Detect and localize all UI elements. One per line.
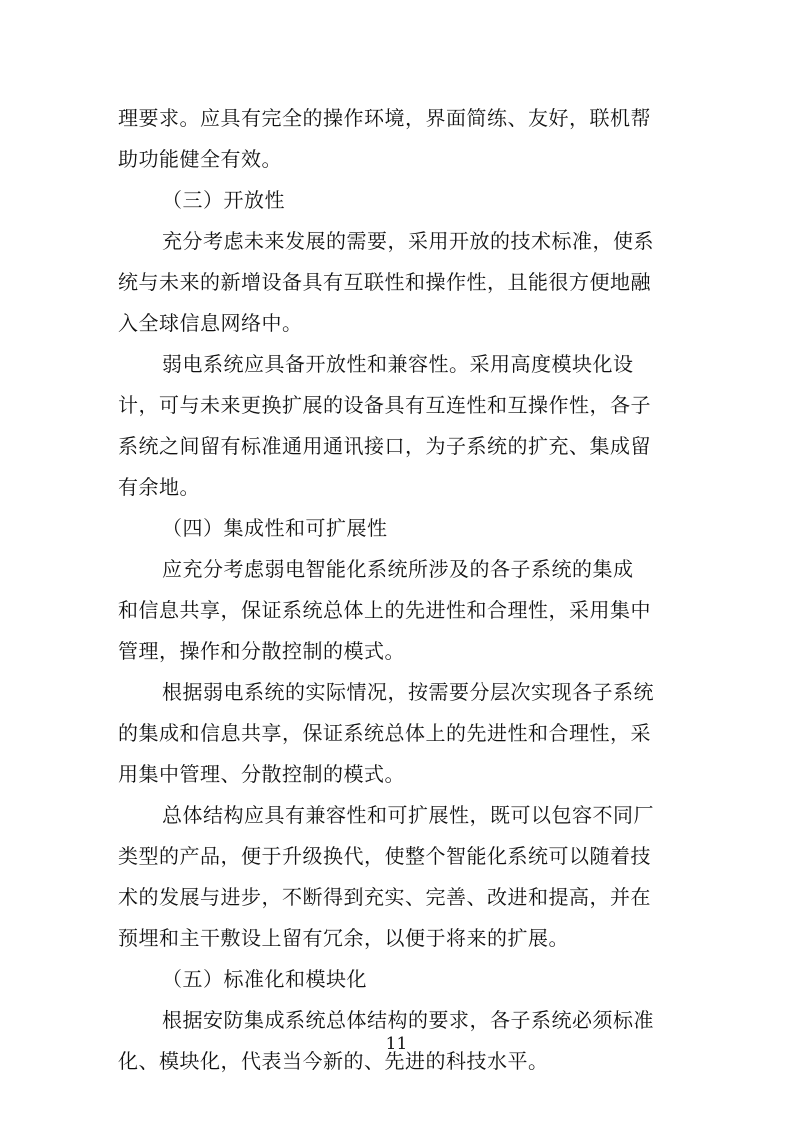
text-line: 用集中管理、分散控制的模式。: [118, 762, 405, 786]
text-line: 根据弱电系统的实际情况，按需要分层次实现各子系统: [162, 680, 654, 704]
text-line: 统与未来的新增设备具有互联性和操作性，且能很方便地融: [118, 270, 651, 294]
text-line: 总体结构应具有兼容性和可扩展性，既可以包容不同厂: [162, 803, 654, 827]
text-line: 系统之间留有标准通用通讯接口，为子系统的扩充、集成留: [118, 434, 651, 458]
document-body: [118, 98, 674, 1082]
text-line: 术的发展与进步，不断得到充实、完善、改进和提高，并在: [118, 885, 651, 909]
text-line: 化、模块化，代表当今新的、先进的科技水平。: [118, 1049, 549, 1073]
text-line: 管理，操作和分散控制的模式。: [118, 639, 405, 663]
text-line: 应充分考虑弱电智能化系统所涉及的各子系统的集成: [162, 557, 634, 581]
text-line: 有余地。: [118, 475, 200, 499]
text-line: 弱电系统应具备开放性和兼容性。采用高度模块化设: [162, 352, 634, 376]
text-line: 理要求。应具有完全的操作环境，界面简练、友好，联机帮: [118, 106, 651, 130]
text-line: 的集成和信息共享，保证系统总体上的先进性和合理性，采: [118, 721, 651, 745]
text-line: 和信息共享，保证系统总体上的先进性和合理性，采用集中: [118, 598, 651, 622]
text-line: 计，可与未来更换扩展的设备具有互连性和互操作性，各子: [118, 393, 651, 417]
text-line: 助功能健全有效。: [118, 147, 282, 171]
text-line: 入全球信息网络中。: [118, 311, 303, 335]
text-line: 类型的产品，便于升级换代，使整个智能化系统可以随着技: [118, 844, 651, 868]
text-line: 充分考虑未来发展的需要，采用开放的技术标准，使系: [162, 229, 654, 253]
text-line: 预埋和主干敷设上留有冗余，以便于将来的扩展。: [118, 926, 569, 950]
text-line: 根据安防集成系统总体结构的要求，各子系统必须标准: [162, 1008, 654, 1032]
section-heading-4: （四）集成性和可扩展性: [162, 516, 388, 540]
section-heading-3: （三）开放性: [162, 188, 285, 212]
page-number: 11: [385, 1034, 408, 1054]
section-heading-5: （五）标准化和模块化: [162, 967, 367, 991]
